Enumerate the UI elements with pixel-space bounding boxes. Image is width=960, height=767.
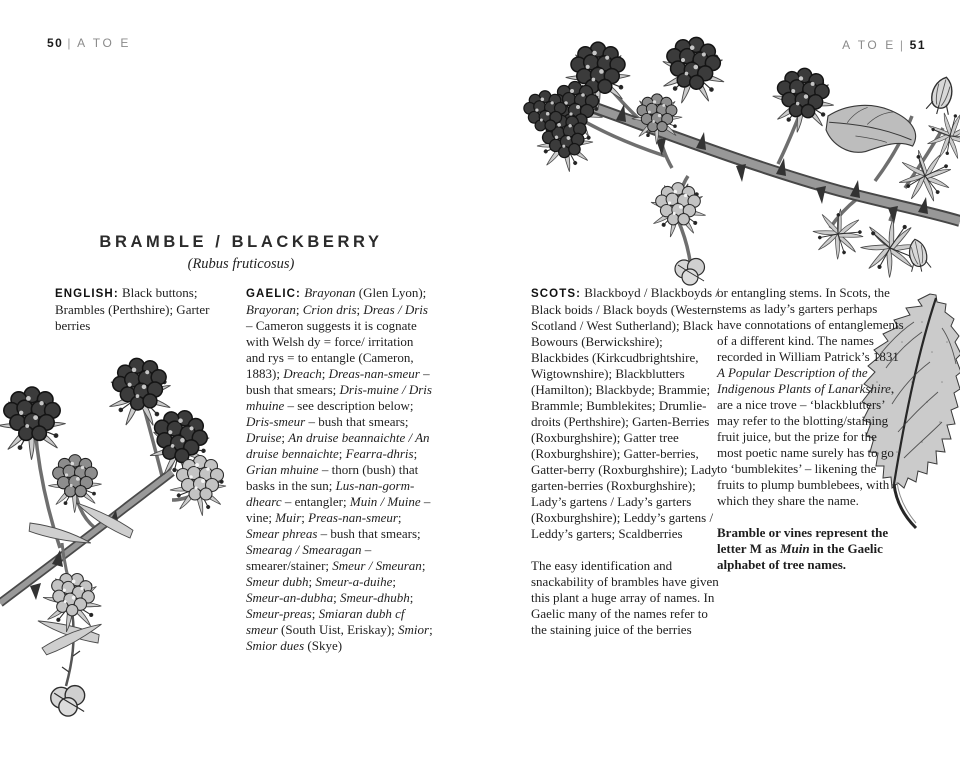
entry-title: BRAMBLE / BLACKBERRY [99,233,383,251]
bramble-sprig-illustration [0,348,258,767]
column-continuation [717,285,905,573]
gaelic-alphabet-note: Bramble or vines represent the letter M as Muin in the Gaelic alphabet of tree names. [717,525,889,572]
gaelic-names-text: Brayonan (Glen Lyon); Brayoran; Crion dris; Dreas / Dris – Cameron suggests it is cognate with Welsh dy = force/ irritation and rys = to entangle (Cameron, 1883); Dreach; Dreas-nan-smeur – bush that smears; Dris-muine / Dris mhuine – see description below; Dris-smeur – bush that smears; Druise; An druise beannaichte / An druise bennaichte; Fearra-dhris; Grian mhuine – thorn (bush) that basks in the sun; Lus-nan-gorm-dhearc – entangler; Muin / Muine – vine; Muir; Preas-nan-smeur; Smear phreas – bush that smears; Smearag / Smearagan –smearer/stainer; Smeur / Smeuran; Smeur dubh; Smeur-a-duihe; Smeur-an-dubha; Smeur-dhubh; Smeur-preas; Smiaran dubh cf smeur (South Uist, Eriskay); Smior; Smior dues (Skye) [246,285,433,653]
section-label: A TO E [77,36,131,50]
header-divider: | [67,36,74,50]
bramble-branch-illustration [520,16,960,294]
column-english-names [55,285,237,334]
left-page-number: 50 [47,36,64,50]
english-label: ENGLISH: [55,288,119,300]
scots-paragraph: The easy identification and snackability of brambles have given this plant a huge array of names. In Gaelic many of the names refer to the staining juice of the berries [531,558,719,637]
scots-names-text: Blackboyd / Blackboyds / Black boids / Black boyds (Western Scotland / West Sutherland); Black Bowours (Berwickshire); Blackbides (Kirkcudbrightshire, Wigtownshire); Blackblutters (Hamilton); Blackbyde; Brammie; Brammle; Bumblekites; Drumlie-droits (Perthshire); Garten-Berries (Roxburghshire); Gatter tree (Roxburghshire); Gatter-berries, Gatter-berry (Roxburghshire); Lady garten-berries (Roxburghshire); Lady’s gartens / Lady’s garters (Roxburghshire); Leddy’s gartens / Leddy’s garters; Scaldberries [531,285,719,541]
entry-latin-name: (Rubus fruticosus) [187,256,295,272]
gaelic-label: GAELIC: [246,288,301,300]
right-page-number: 51 [909,38,926,52]
header-divider: | [899,38,906,52]
entry-title-block [56,233,426,273]
column-scots-names [531,285,719,638]
continuation-paragraph: or entangling stems. In Scots, the stems as lady’s garters perhaps have connotations of entanglements of a different kind. The names recorded in William Patrick’s 1831 A Popular Description of the Indigenous Plants of Lanarkshire, are a nice trove – ‘blackblutters’ may refer to the blotting/staining fruit juice, but the prize for the most poetic name surely has to go to ‘bumblekites’ – likening the fruits to plump bumblebees, with which they share the name. [717,285,904,508]
english-names-text: Black buttons; Brambles (Perthshire); Garter berries [55,285,210,333]
scots-label: SCOTS: [531,288,582,300]
column-gaelic-names [246,285,434,654]
left-page-header [47,36,131,50]
section-label: A TO E [842,38,896,52]
